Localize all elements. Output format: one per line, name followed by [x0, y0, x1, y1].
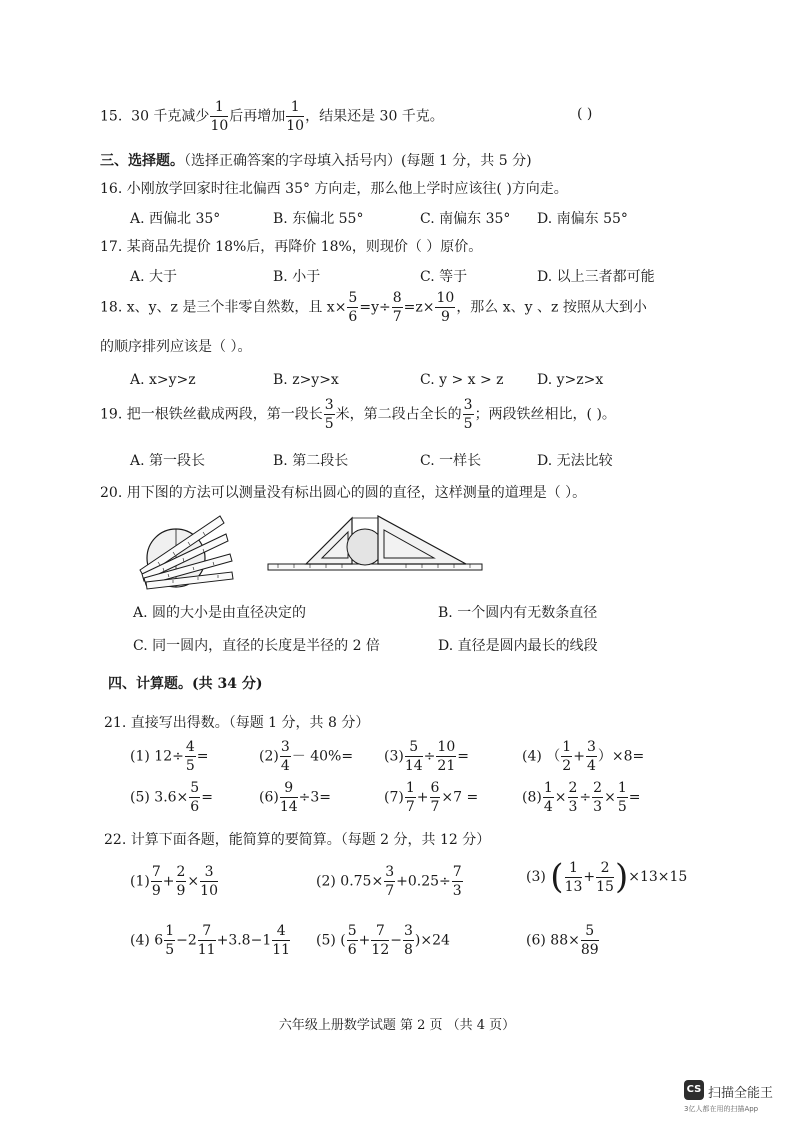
fraction: $\frac{1}{13}$	[564, 859, 583, 895]
option-b[interactable]: B. z>y>x	[273, 372, 339, 388]
page-footer: 六年级上册数学试题 第 2 页 （共 4 页）	[278, 1018, 516, 1033]
fraction: $\frac{1}{4}$	[543, 780, 553, 815]
calc-6: (6) 88× $\frac{5}{89}$	[526, 923, 599, 958]
fraction: $\frac{3}{10}$	[200, 864, 218, 899]
fraction: $\frac{1}{5}$	[617, 780, 627, 815]
question-16: 16. 小刚放学回家时往北偏西 35° 方向走，那么他上学时应该往( )方向走。	[100, 181, 568, 197]
expr-7: (7) $\frac{1}{7}$ + $\frac{6}{7}$ ×7 =	[384, 780, 479, 815]
fraction: $\frac{7}{11}$	[197, 923, 216, 958]
question-21: 21. 直接写出得数。（每题 1 分，共 8 分）	[104, 715, 370, 731]
fraction: $\frac{5}{6}$	[348, 290, 358, 325]
fraction: $\frac{4}{5}$	[185, 739, 195, 774]
fraction: $\frac{1}{10}$	[210, 99, 229, 134]
fraction: $\frac{1}{10}$	[286, 99, 305, 134]
option-b[interactable]: B. 东偏北 55°	[273, 211, 364, 227]
answer-blank[interactable]: ( )	[577, 106, 593, 122]
question-19: 19. 把一根铁丝截成两段，第一段长 $\frac{3}{5}$ 米，第二段占全长的 $\frac{3}{5}$ ；两段铁丝相比，( )。	[100, 397, 616, 432]
question-22: 22. 计算下面各题，能简算的要简算。（每题 2 分，共 12 分）	[104, 832, 491, 848]
fraction: $\frac{7}{12}$	[371, 923, 390, 958]
fraction: $\frac{5}{89}$	[580, 923, 599, 958]
fraction: $\frac{5}{6}$	[190, 780, 200, 815]
option-c[interactable]: C. 南偏东 35°	[420, 211, 511, 227]
fraction: $\frac{3}{5}$	[324, 397, 334, 432]
option-c[interactable]: C. 一样长	[420, 453, 482, 469]
fraction: $\frac{1}{7}$	[405, 780, 415, 815]
calc-2: (2) 0.75× $\frac{3}{7}$ +0.25÷ $\frac{7}{3}$	[316, 864, 462, 899]
option-d[interactable]: D. 直径是圆内最长的线段	[438, 638, 598, 654]
scanner-logo	[684, 1080, 782, 1116]
fraction: $\frac{6}{7}$	[430, 780, 440, 815]
fraction: $\frac{10}{21}$	[437, 739, 456, 774]
question-18: 18. x、y、z 是三个非零自然数，且 x× $\frac{5}{6}$ =y÷ $\frac{8}{7}$ =z× $\frac{10}{9}$ ，那么 x、y 、z 按照从大到小	[100, 290, 647, 325]
fraction: $\frac{2}{9}$	[176, 864, 186, 899]
fraction: $\frac{2}{3}$	[593, 780, 603, 815]
option-b[interactable]: B. 一个圆内有无数条直径	[438, 605, 598, 621]
question-15: 15. 30 千克减少 $\frac{1}{10}$ 后再增加 $\frac{1}{10}$ ，结果还是 30 千克。	[100, 99, 444, 134]
fraction: $\frac{1}{2}$	[562, 739, 572, 774]
expr-5: (5) 3.6× $\frac{5}{6}$ =	[130, 780, 213, 815]
option-a[interactable]: A. 大于	[130, 269, 178, 285]
expr-3: (3) $\frac{5}{14}$ ÷ $\frac{10}{21}$ =	[384, 739, 469, 774]
fraction: $\frac{9}{14}$	[279, 780, 298, 815]
fraction: $\frac{10}{9}$	[436, 290, 455, 325]
scanner-app-name: 扫描全能王	[708, 1086, 774, 1101]
option-a[interactable]: A. 圆的大小是由直径决定的	[133, 605, 307, 621]
fraction: $\frac{3}{7}$	[385, 864, 395, 899]
fraction: $\frac{3}{4}$	[280, 739, 290, 774]
fraction: $\frac{3}{5}$	[463, 397, 473, 432]
calc-3: (3) ( $\frac{1}{13}$ + $\frac{2}{15}$ )×13×15	[526, 857, 688, 897]
option-c[interactable]: C. 等于	[420, 269, 468, 285]
fraction: $\frac{3}{8}$	[403, 923, 413, 958]
expr-8: (8) $\frac{1}{4}$ × $\frac{2}{3}$ ÷ $\frac{2}{3}$ × $\frac{1}{5}$ =	[522, 780, 641, 815]
question-20: 20. 用下图的方法可以测量没有标出圆心的圆的直径，这样测量的道理是（ ）。	[100, 485, 587, 501]
option-d[interactable]: D. 南偏东 55°	[537, 211, 628, 227]
fraction: $\frac{1}{5}$	[165, 923, 175, 958]
question-18-line2: 的顺序排列应该是（ ）。	[100, 339, 252, 355]
calc-4: (4) 6 $\frac{1}{5}$ −2 $\frac{7}{11}$ +3.8−1 $\frac{4}{11}$	[130, 923, 291, 958]
ruler-fan-illustration	[138, 512, 238, 592]
cs-logo-icon: CS	[684, 1080, 704, 1100]
option-a[interactable]: A. x>y>z	[130, 372, 196, 388]
set-square-illustration	[266, 512, 486, 576]
option-d[interactable]: D. 无法比较	[537, 453, 613, 469]
calc-1: (1) $\frac{7}{9}$ + $\frac{2}{9}$ × $\frac{3}{10}$	[130, 864, 218, 899]
fraction: $\frac{2}{15}$	[596, 859, 614, 895]
question-17: 17. 某商品先提价 18%后，再降价 18%，则现价（ ）原价。	[100, 239, 483, 255]
option-b[interactable]: B. 第二段长	[273, 453, 349, 469]
fraction: $\frac{7}{9}$	[151, 864, 161, 899]
expr-4: (4) （ $\frac{1}{2}$ + $\frac{3}{4}$ ）×8=	[522, 739, 645, 774]
option-d[interactable]: D. y>z>x	[537, 372, 604, 388]
option-a[interactable]: A. 西偏北 35°	[130, 211, 221, 227]
expr-2: (2) $\frac{3}{4}$ － 40%=	[259, 739, 354, 774]
fraction: $\frac{4}{11}$	[272, 923, 291, 958]
section-4-heading: 四、计算题。(共 34 分)	[108, 676, 263, 692]
fraction: $\frac{8}{7}$	[392, 290, 402, 325]
fraction: $\frac{5}{14}$	[404, 739, 423, 774]
option-a[interactable]: A. 第一段长	[130, 453, 206, 469]
option-b[interactable]: B. 小于	[273, 269, 321, 285]
fraction: $\frac{5}{6}$	[347, 923, 357, 958]
fraction: $\frac{2}{3}$	[568, 780, 578, 815]
scanner-app-tagline: 3亿人都在用的扫描App	[684, 1105, 759, 1113]
expr-1: (1) 12÷ $\frac{4}{5}$ =	[130, 739, 209, 774]
section-3-heading: 三、选择题。（选择正确答案的字母填入括号内）(每题 1 分，共 5 分)	[100, 153, 532, 169]
calc-5: (5) ( $\frac{5}{6}$ + $\frac{7}{12}$ − $\frac{3}{8}$ )×24	[316, 923, 450, 958]
option-d[interactable]: D. 以上三者都可能	[537, 269, 655, 285]
fraction: $\frac{3}{4}$	[586, 739, 596, 774]
fraction: $\frac{7}{3}$	[452, 864, 462, 899]
expr-6: (6) $\frac{9}{14}$ ÷3=	[259, 780, 332, 815]
option-c[interactable]: C. y > x > z	[420, 372, 504, 388]
option-c[interactable]: C. 同一圆内，直径的长度是半径的 2 倍	[133, 638, 380, 654]
